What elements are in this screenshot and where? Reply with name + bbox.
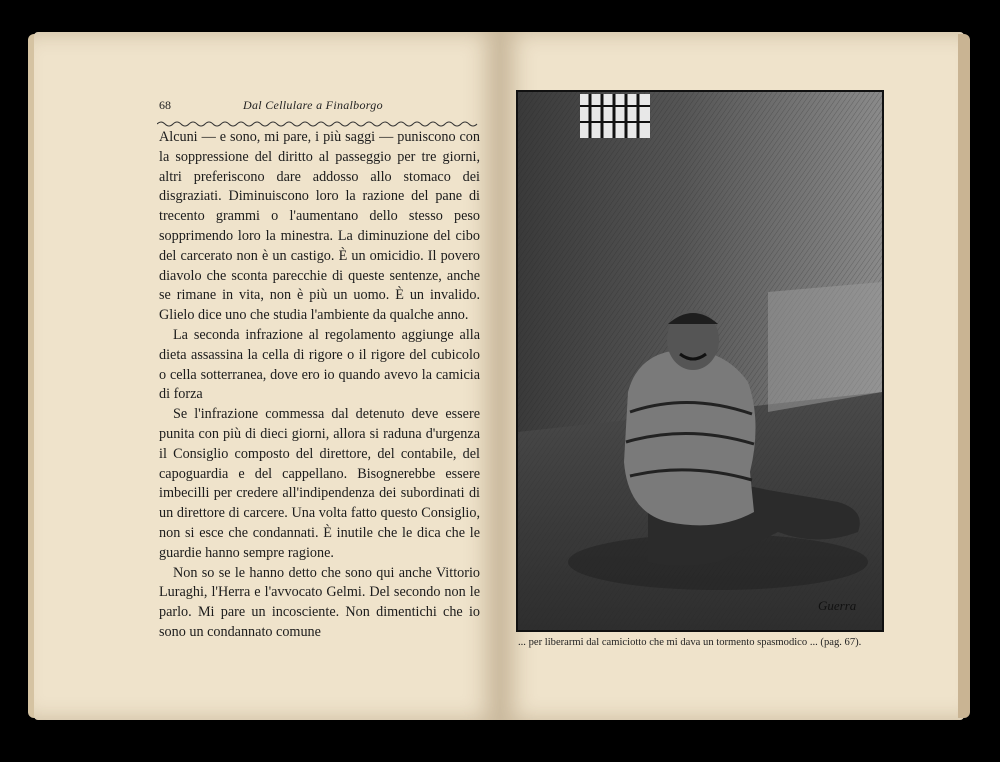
paragraph: Non so se le hanno detto che sono qui anche Vittorio Luraghi, l'Herra e l'avvocato Gelmi. Del secondo non le parlo. Mi pare un incosciente. Non dimentichi che io sono un condannato comune [159, 564, 480, 640]
page-number: 68 [159, 98, 171, 112]
artist-signature: Guerra [818, 598, 857, 613]
paragraph: La seconda infrazione al regolamento aggiunge alla dieta assassina la cella di rigore o il rigore del cubicolo o cella sotterranea, dove ero io quando avevo la camicia di forza [159, 326, 480, 403]
right-page-edge [958, 34, 970, 718]
paragraph: Alcuni — e sono, mi pare, i più saggi — puniscono con la soppressione del diritto al passeggio per tre giorni, altri preferiscono dare addosso allo stomaco dei disgraziati. Diminuiscono loro la razione del pane di trecento grammi o l'aumentano dello stesso peso sopprimendo loro la minestra. La diminuzione del cibo del carcerato non è un castigo. È un omicidio. Il povero diavolo che sconta parecchie di queste sentenze, anche se rimane in vita, non è più un uomo. È un invalido. Glielo dice uno che studia l'ambiente da qualche anno. [159, 129, 480, 324]
illustration-caption: ... per liberarmi dal camiciotto che mi dava un tormento spasmodico ... (pag. 67). [518, 637, 862, 648]
open-book [28, 28, 973, 724]
running-title: Dal Cellulare a Finalborgo [243, 98, 383, 112]
barred-window [580, 94, 650, 138]
body-text [159, 128, 480, 643]
prisoner-illustration [518, 92, 882, 630]
paragraph: Se l'infrazione commessa dal detenuto deve essere punita con più di dieci giorni, allora si raduna d'urgenza il Consiglio composto del direttore, del contabile, del capoguardia e del cappellano. Bisognerebbe essere imbecilli per credere all'indipendenza dei subordinati di un direttore di carcere. Una volta fatto questo Consiglio, non si esce che condannati. È inutile che le dica che le guardie hanno sempre ragione. [159, 406, 480, 561]
running-head [159, 98, 479, 118]
illustration-plate [516, 90, 884, 632]
wavy-rule [157, 120, 479, 128]
